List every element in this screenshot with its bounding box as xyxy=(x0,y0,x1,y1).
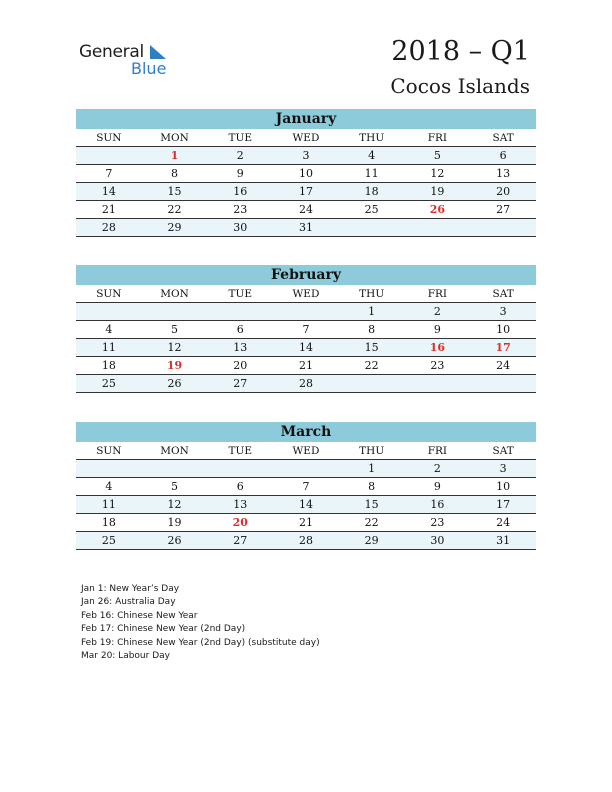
day-cell: 24 xyxy=(470,514,536,532)
holiday-notes xyxy=(81,583,320,663)
day-cell: 7 xyxy=(76,165,142,183)
day-cell: 1 xyxy=(142,147,208,165)
weekday-header-row xyxy=(76,129,536,147)
day-cell: 30 xyxy=(207,219,273,237)
day-cell: 31 xyxy=(273,219,339,237)
empty-day-cell xyxy=(273,460,339,478)
day-cell: 18 xyxy=(339,183,405,201)
weekday-label: THU xyxy=(339,129,405,147)
holiday-note: Feb 17: Chinese New Year (2nd Day) xyxy=(81,624,246,635)
empty-day-cell xyxy=(207,303,273,321)
day-cell: 14 xyxy=(273,339,339,357)
day-cell: 25 xyxy=(76,375,142,393)
day-cell: 20 xyxy=(207,357,273,375)
day-cell: 20 xyxy=(470,183,536,201)
day-cell: 18 xyxy=(76,514,142,532)
day-cell: 9 xyxy=(405,478,471,496)
day-cell: 9 xyxy=(405,321,471,339)
day-cell: 6 xyxy=(470,147,536,165)
day-cell: 8 xyxy=(339,478,405,496)
day-cell: 1 xyxy=(339,303,405,321)
week-row xyxy=(76,496,536,514)
week-row xyxy=(76,321,536,339)
page-subtitle: Cocos Islands xyxy=(390,74,530,98)
day-cell: 16 xyxy=(405,339,471,357)
empty-day-cell xyxy=(339,375,405,393)
day-cell: 21 xyxy=(76,201,142,219)
weekday-label: MON xyxy=(142,285,208,303)
week-row xyxy=(76,375,536,393)
month-february xyxy=(76,265,536,393)
weekday-label: TUE xyxy=(207,129,273,147)
weekday-header-row xyxy=(76,285,536,303)
day-cell: 19 xyxy=(142,514,208,532)
day-cell: 21 xyxy=(273,357,339,375)
weekday-label: FRI xyxy=(405,129,471,147)
day-cell: 12 xyxy=(142,496,208,514)
day-cell: 4 xyxy=(76,478,142,496)
day-cell: 19 xyxy=(142,357,208,375)
holiday-note: Jan 26: Australia Day xyxy=(81,597,176,608)
weekday-label: TUE xyxy=(207,285,273,303)
day-cell: 3 xyxy=(470,460,536,478)
day-cell: 30 xyxy=(405,532,471,550)
empty-day-cell xyxy=(273,303,339,321)
day-cell: 5 xyxy=(405,147,471,165)
month-title: February xyxy=(76,265,536,285)
day-cell: 10 xyxy=(273,165,339,183)
week-row xyxy=(76,357,536,375)
week-row xyxy=(76,147,536,165)
day-cell: 28 xyxy=(76,219,142,237)
day-cell: 11 xyxy=(339,165,405,183)
day-cell: 4 xyxy=(339,147,405,165)
day-cell: 9 xyxy=(207,165,273,183)
day-cell: 26 xyxy=(405,201,471,219)
day-cell: 3 xyxy=(273,147,339,165)
day-cell: 14 xyxy=(273,496,339,514)
day-cell: 15 xyxy=(339,339,405,357)
empty-day-cell xyxy=(76,460,142,478)
week-row xyxy=(76,478,536,496)
calendar-table xyxy=(76,442,536,550)
weekday-label: THU xyxy=(339,285,405,303)
weekday-label: THU xyxy=(339,442,405,460)
day-cell: 8 xyxy=(142,165,208,183)
holiday-note: Jan 1: New Year’s Day xyxy=(81,584,180,594)
day-cell: 1 xyxy=(339,460,405,478)
day-cell: 17 xyxy=(273,183,339,201)
day-cell: 23 xyxy=(405,514,471,532)
day-cell: 16 xyxy=(207,183,273,201)
weekday-label: WED xyxy=(273,129,339,147)
day-cell: 31 xyxy=(470,532,536,550)
holiday-note: Mar 20: Labour Day xyxy=(81,650,170,661)
empty-day-cell xyxy=(405,219,471,237)
day-cell: 12 xyxy=(405,165,471,183)
logo-triangle-icon xyxy=(150,45,166,59)
day-cell: 10 xyxy=(470,321,536,339)
day-cell: 7 xyxy=(273,478,339,496)
day-cell: 4 xyxy=(76,321,142,339)
day-cell: 24 xyxy=(273,201,339,219)
day-cell: 5 xyxy=(142,478,208,496)
day-cell: 20 xyxy=(207,514,273,532)
day-cell: 28 xyxy=(273,375,339,393)
day-cell: 11 xyxy=(76,496,142,514)
week-row xyxy=(76,183,536,201)
month-march xyxy=(76,422,536,550)
day-cell: 16 xyxy=(405,496,471,514)
empty-day-cell xyxy=(142,303,208,321)
empty-day-cell xyxy=(76,147,142,165)
weekday-label: SAT xyxy=(470,285,536,303)
week-row xyxy=(76,165,536,183)
empty-day-cell xyxy=(76,303,142,321)
day-cell: 19 xyxy=(405,183,471,201)
weekday-label: FRI xyxy=(405,442,471,460)
page-title: 2018 – Q1 xyxy=(391,36,530,67)
holiday-note: Feb 19: Chinese New Year (2nd Day) (substitute day) xyxy=(81,637,320,648)
day-cell: 13 xyxy=(207,339,273,357)
week-row xyxy=(76,219,536,237)
day-cell: 15 xyxy=(339,496,405,514)
weekday-label: SAT xyxy=(470,442,536,460)
day-cell: 29 xyxy=(142,219,208,237)
day-cell: 2 xyxy=(405,303,471,321)
weekday-label: SUN xyxy=(76,129,142,147)
day-cell: 27 xyxy=(207,532,273,550)
empty-day-cell xyxy=(470,375,536,393)
logo-blue-text: Blue xyxy=(131,59,167,78)
day-cell: 13 xyxy=(470,165,536,183)
day-cell: 11 xyxy=(76,339,142,357)
day-cell: 21 xyxy=(273,514,339,532)
day-cell: 15 xyxy=(142,183,208,201)
day-cell: 6 xyxy=(207,321,273,339)
day-cell: 27 xyxy=(207,375,273,393)
day-cell: 2 xyxy=(405,460,471,478)
day-cell: 5 xyxy=(142,321,208,339)
weekday-label: MON xyxy=(142,129,208,147)
week-row xyxy=(76,201,536,219)
day-cell: 29 xyxy=(339,532,405,550)
day-cell: 6 xyxy=(207,478,273,496)
holiday-note: Feb 16: Chinese New Year xyxy=(81,610,198,621)
month-january xyxy=(76,109,536,237)
day-cell: 12 xyxy=(142,339,208,357)
weekday-label: WED xyxy=(273,442,339,460)
weekday-label: SUN xyxy=(76,285,142,303)
day-cell: 23 xyxy=(207,201,273,219)
day-cell: 14 xyxy=(76,183,142,201)
day-cell: 13 xyxy=(207,496,273,514)
day-cell: 26 xyxy=(142,532,208,550)
weekday-label: SAT xyxy=(470,129,536,147)
week-row xyxy=(76,339,536,357)
weekday-label: FRI xyxy=(405,285,471,303)
weekday-header-row xyxy=(76,442,536,460)
day-cell: 8 xyxy=(339,321,405,339)
weekday-label: MON xyxy=(142,442,208,460)
day-cell: 26 xyxy=(142,375,208,393)
day-cell: 28 xyxy=(273,532,339,550)
day-cell: 10 xyxy=(470,478,536,496)
day-cell: 18 xyxy=(76,357,142,375)
day-cell: 17 xyxy=(470,339,536,357)
day-cell: 22 xyxy=(339,514,405,532)
month-title: January xyxy=(76,109,536,129)
day-cell: 23 xyxy=(405,357,471,375)
day-cell: 25 xyxy=(76,532,142,550)
month-title: March xyxy=(76,422,536,442)
calendar-table xyxy=(76,129,536,237)
week-row xyxy=(76,460,536,478)
empty-day-cell xyxy=(339,219,405,237)
day-cell: 2 xyxy=(207,147,273,165)
week-row xyxy=(76,532,536,550)
day-cell: 24 xyxy=(470,357,536,375)
day-cell: 3 xyxy=(470,303,536,321)
week-row xyxy=(76,514,536,532)
logo-general-text: General xyxy=(79,42,144,62)
empty-day-cell xyxy=(207,460,273,478)
day-cell: 22 xyxy=(339,357,405,375)
empty-day-cell xyxy=(470,219,536,237)
day-cell: 7 xyxy=(273,321,339,339)
day-cell: 17 xyxy=(470,496,536,514)
weekday-label: TUE xyxy=(207,442,273,460)
day-cell: 25 xyxy=(339,201,405,219)
calendar-table xyxy=(76,285,536,393)
empty-day-cell xyxy=(142,460,208,478)
logo xyxy=(79,42,189,82)
empty-day-cell xyxy=(405,375,471,393)
day-cell: 22 xyxy=(142,201,208,219)
weekday-label: WED xyxy=(273,285,339,303)
day-cell: 27 xyxy=(470,201,536,219)
weekday-label: SUN xyxy=(76,442,142,460)
week-row xyxy=(76,303,536,321)
